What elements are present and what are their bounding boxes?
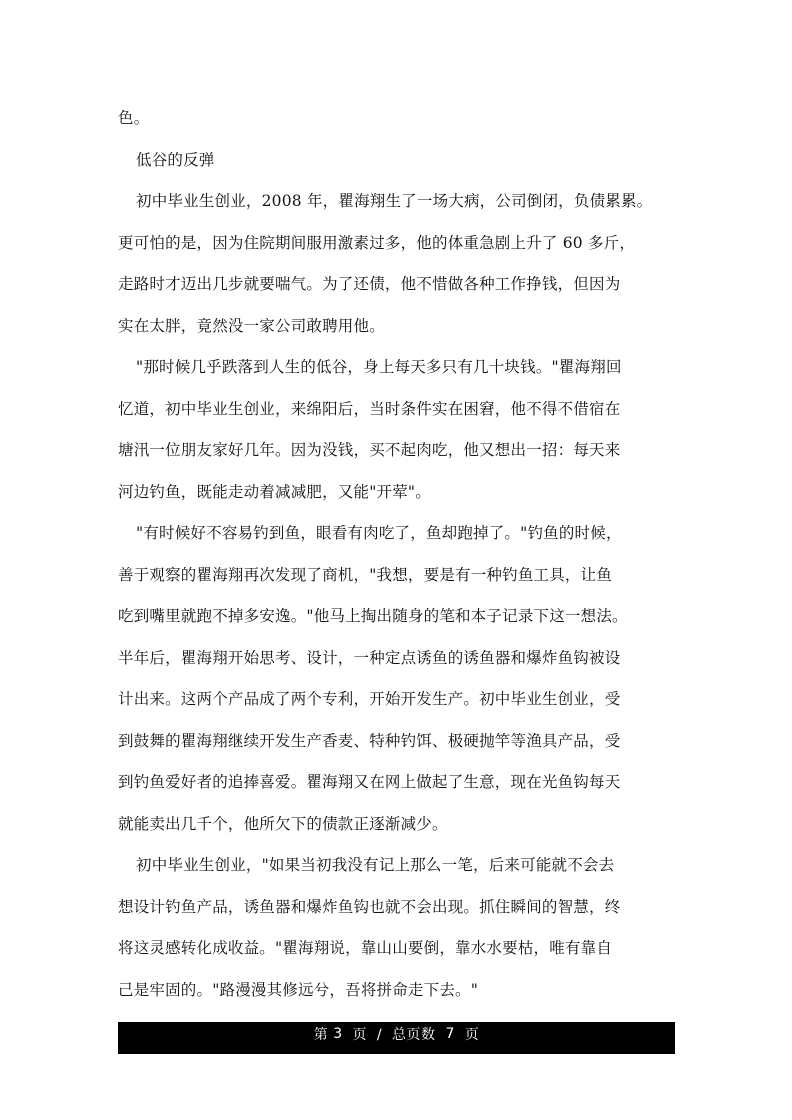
- current-page-number: 3: [333, 1026, 343, 1042]
- section-heading: 低谷的反弹: [136, 151, 215, 169]
- text-line: 到鼓舞的瞿海翔继续开发生产香麦、特种钓饵、极硬抛竿等渔具产品，受: [118, 732, 621, 750]
- text-line: 忆道，初中毕业生创业，来绵阳后，当时条件实在困窘，他不得不借宿在: [118, 400, 621, 418]
- text-line: 吃到嘴里就跑不掉多安逸。"他马上掏出随身的笔和本子记录下这一想法。: [118, 607, 628, 625]
- paragraph-start: "有时候好不容易钓到鱼，眼看有肉吃了，鱼却跑掉了。"钓鱼的时候，: [136, 524, 622, 542]
- page-prefix: 第: [313, 1027, 334, 1043]
- text-line: 善于观察的瞿海翔再次发现了商机，"我想，要是有一种钓鱼工具，让鱼: [118, 566, 613, 584]
- paragraph-start: 初中毕业生创业，"如果当初我没有记上那么一笔，后来可能就不会去: [136, 856, 615, 874]
- text-line: 想设计钓鱼产品，诱鱼器和爆炸鱼钩也就不会出现。抓住瞬间的智慧，终: [118, 898, 621, 916]
- text-line: 计出来。这两个产品成了两个专利，开始开发生产。初中毕业生创业，受: [118, 690, 621, 708]
- paragraph-start: "那时候几乎跌落到人生的低谷，身上每天多只有几十块钱。"瞿海翔回: [136, 358, 622, 376]
- text-line: 就能卖出几千个，他所欠下的债款正逐渐减少。: [118, 815, 448, 833]
- text-line: 到钓鱼爱好者的追捧喜爱。瞿海翔又在网上做起了生意，现在光鱼钩每天: [118, 773, 621, 791]
- text-line: 半年后，瞿海翔开始思考、设计，一种定点诱鱼的诱鱼器和爆炸鱼钩被设: [118, 649, 621, 667]
- text-line: 己是牢固的。"路漫漫其修远兮，吾将拼命走下去。": [118, 981, 479, 999]
- paragraph-start: 初中毕业生创业，2008 年，瞿海翔生了一场大病，公司倒闭，负债累累。: [136, 192, 653, 210]
- text-line: 走路时才迈出几步就要喘气。为了还债，他不惜做各种工作挣钱，但因为: [118, 275, 621, 293]
- total-suffix: 页: [454, 1027, 480, 1043]
- text-line: 将这灵感转化成收益。"瞿海翔说，靠山山要倒，靠水水要枯，唯有靠自: [118, 939, 613, 957]
- total-pages-number: 7: [445, 1026, 455, 1042]
- text-line: 实在太胖，竟然没一家公司敢聘用他。: [118, 317, 385, 335]
- text-line: 河边钓鱼，既能走动着减减肥，又能"开荤"。: [118, 483, 431, 501]
- text-line: 色。: [118, 109, 150, 127]
- text-line: 塘汛一位朋友家好几年。因为没钱，买不起肉吃，他又想出一招：每天来: [118, 441, 621, 459]
- text-line: 更可怕的是，因为住院期间服用激素过多，他的体重急剧上升了 60 多斤，: [118, 234, 636, 252]
- page-footer: [118, 1022, 675, 1054]
- page-separator: 页 / 总页数: [342, 1027, 446, 1043]
